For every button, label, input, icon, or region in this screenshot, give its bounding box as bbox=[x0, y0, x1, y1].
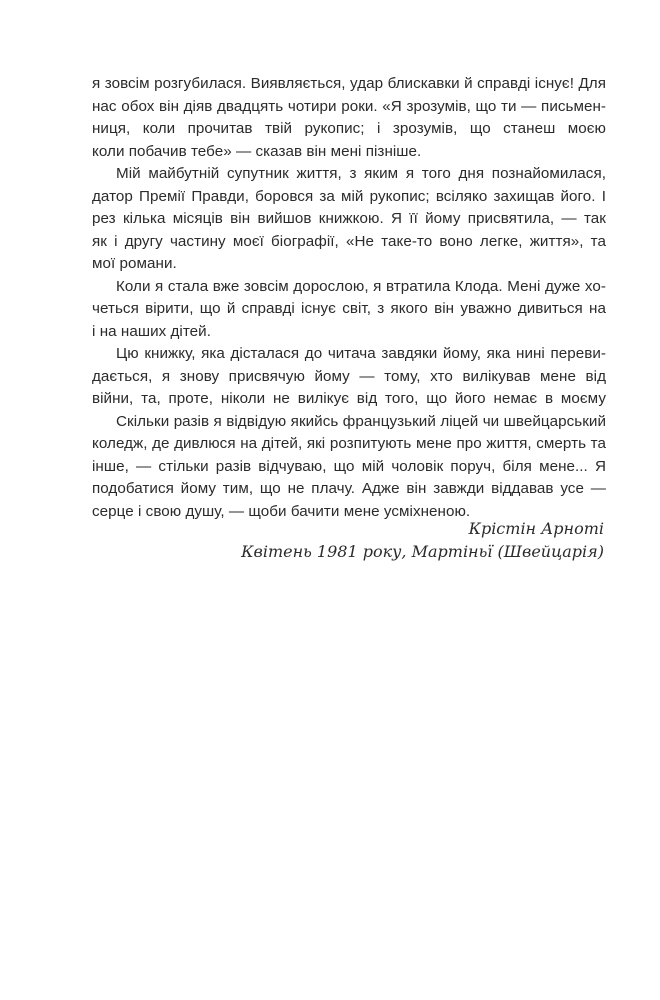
text-line: мої романи. bbox=[92, 255, 177, 272]
text-line: ниця, коли прочитав твій рукопис; і зрозумів, що станеш моєю bbox=[92, 120, 606, 137]
paragraph bbox=[92, 343, 606, 411]
text-line: Мій майбутній супутник життя, з яким я того дня познайомилася, bbox=[116, 165, 606, 182]
text-line: Коли я стала вже зовсім дорослою, я втратила Клода. Мені дуже хо- bbox=[116, 277, 606, 295]
text-line: подобатися йому тим, що не плачу. Адже він завжди віддавав усе — bbox=[92, 480, 606, 497]
text-line: нас обох він діяв двадцять чотири роки. «Я зрозумів, що ти — письмен- bbox=[92, 97, 606, 115]
body-text bbox=[92, 73, 606, 523]
text-line: і на наших дітей. bbox=[92, 322, 211, 340]
text-line: як і другу частину моєї біографії, «Не таке-то воно легке, життя», та bbox=[92, 232, 606, 250]
text-line: Цю книжку, яка дісталася до читача завдяки йому, яка нині переви- bbox=[116, 345, 606, 362]
text-line: Скільки разів я відвідую якийсь французький ліцей чи швейцарський bbox=[116, 412, 606, 430]
text-line: рез кілька місяців він вийшов книжкою. Я її йому присвятила, — так bbox=[92, 210, 606, 227]
paragraph bbox=[92, 73, 606, 163]
signature-block bbox=[241, 517, 604, 563]
text-line: коледж, де дивлюся на дітей, які розпитують мене про життя, смерть та bbox=[92, 435, 606, 452]
paragraph bbox=[92, 163, 606, 276]
paragraph bbox=[92, 411, 606, 524]
text-line: я зовсім розгубилася. Виявляється, удар блискавки й справді існує! Для bbox=[92, 75, 606, 92]
text-line: війни, та, проте, ніколи не вилікує від того, що його немає в моєму bbox=[92, 390, 606, 407]
date-place: Квітень 1981 року, Мартіньї (Швейцарія) bbox=[241, 542, 604, 561]
paragraph bbox=[92, 276, 606, 344]
author-name: Крістін Арноті bbox=[468, 519, 604, 538]
text-line: серце і свою душу, — щоби бачити мене усміхненою. bbox=[92, 502, 471, 520]
text-line: датор Премії Правди, боровся за мій рукопис; всіляко захищав його. І bbox=[92, 187, 606, 205]
text-line: коли побачив тебе» — сказав він мені пізніше. bbox=[92, 142, 422, 160]
text-line: дається, я знову присвячую йому — тому, хто вилікував мене від bbox=[92, 367, 606, 385]
text-line: четься вірити, що й справді існує світ, з якого він уважно дивиться на bbox=[92, 300, 606, 317]
text-line: інше, — стільки разів відчуваю, що мій чоловік поруч, біля мене... Я bbox=[92, 457, 606, 475]
